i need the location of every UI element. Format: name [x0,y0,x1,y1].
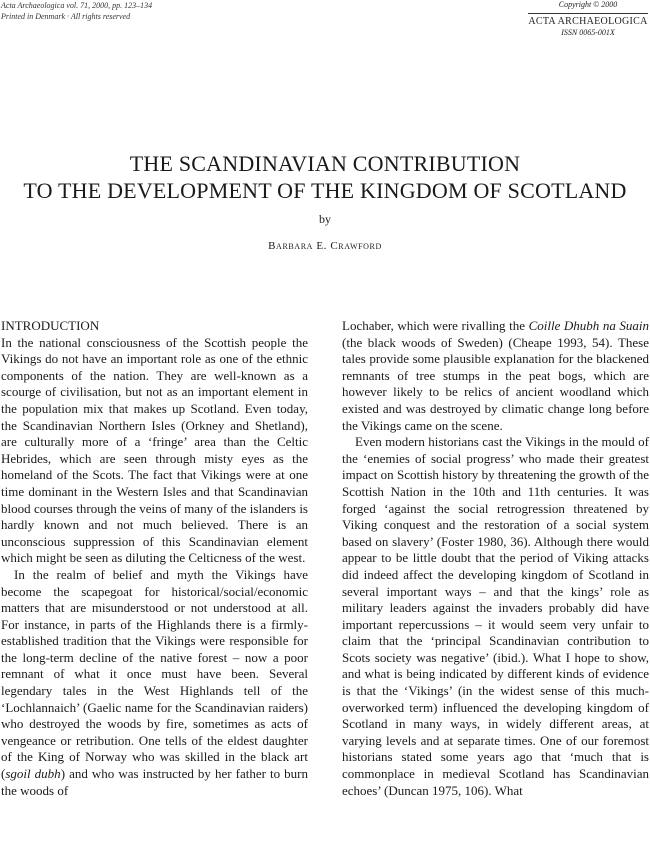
paragraph-2 [1,567,308,799]
paragraph-2-text-b: ) and who was instructed by her father to burn the woods of [1,766,308,798]
paragraph-3-text-b: (the black woods of Sweden) (Cheape 1993, 54). These tales provide some plausible explanation for the blackened remnants of tree stumps in the peat bogs, which are however likely to be relics of ancient woodland which existed and was destroyed by climatic change long before the Vikings came on the scene. [342,334,649,433]
header-divider [528,13,648,14]
left-column [1,318,308,799]
paragraph-1: In the national consciousness of the Scottish people the Vikings do not have an important role as one of the ethnic components of the nation. They are well-known as a scourge of civilisation, but not as an important element in the population mix that makes up Scotland. Even today, the Scandinavian Northern Isles (Orkney and Shetland), are culturally more of a ‘fringe’ area than the Celtic Hebrides, which are seen through misty eyes as the homeland of the Scots. The fact that Vikings were at one time dominant in the Western Isles and that Scandinavian blood courses through the veins of many of the islanders is hardly known and not much believed. There is an unconscious suppression of this Scandinavian element which might be seen as diluting the Celticness of the west. [1,334,308,566]
header-journal-block [528,0,648,38]
paragraph-3-text-a: Lochaber, which were rivalling the [342,318,529,333]
author-name: Barbara E. Crawford [268,240,382,252]
byline: by [319,212,331,226]
article-title [0,150,650,204]
section-heading-introduction: INTRODUCTION [1,318,100,333]
journal-name: ACTA ARCHAEOLOGICA [528,16,648,27]
issn-number: ISSN 0065-001X [561,28,615,37]
right-column [342,318,649,799]
printed-notice: Printed in Denmark · All rights reserved [1,12,131,21]
gaelic-term: sgoil dubh [5,766,61,782]
paragraph-3 [342,318,649,434]
title-line-2: TO THE DEVELOPMENT OF THE KINGDOM OF SCOTLAND [23,178,627,203]
paragraph-2-text-a: In the realm of belief and myth the Vikings have become the scapegoat for historical/social/economic matters that are misunderstood or not understood at all. For instance, in parts of the Highlands there is a firmly-established tradition that the Vikings were responsible for the long-term decline of the native forest – now a poor remnant of what it once must have been. Several legendary tales in the West Highlands tell of the ‘Lochlannaich’ (Gaelic name for the Scandinavian raiders) who destroyed the woods by fire, sometimes as acts of vengeance or retribution. One tells of the eldest daughter of the King of Norway who was skilled in the black art ( [1,566,308,782]
paragraph-4: Even modern historians cast the Vikings in the mould of the ‘enemies of social progress’ who made their greatest impact on Scottish history by threatening the growth of the Scottish Nation in the 10th and 11th centuries. It was forged ‘against the social retrogression threatened by Viking conquest and the restoration of a social system based on slavery’ (Foster 1980, 36). Although there would appear to be little doubt that the period of Viking attacks did indeed affect the developing kingdom of Scotland in several important ways – and that the kings’ role as military leaders against the invaders probably did have important repercussions – it would seem very unfair to claim that the ‘principal Scandinavian contribution to Scots society was negative’ (ibid.). What I hope to show, and what is being indicated by different kinds of evidence is that the ‘Vikings’ (in the widest sense of this much-overworked term) influenced the developing kingdom of Scotland in many ways, in widely different areas, at varying levels and at separate times. One of our foremost historians stated some years ago that ‘much that is commonplace in medieval Scotland has Scandinavian echoes’ (Duncan 1975, 106). What [342,434,649,798]
gaelic-forest-name: Coille Dhubh na Suain [528,318,650,333]
title-line-1: THE SCANDINAVIAN CONTRIBUTION [129,151,521,176]
header-citation-block [1,0,152,22]
journal-citation: Acta Archaeologica vol. 71, 2000, pp. 123–134 [1,1,153,10]
copyright-notice: Copyright © 2000 [558,0,618,9]
